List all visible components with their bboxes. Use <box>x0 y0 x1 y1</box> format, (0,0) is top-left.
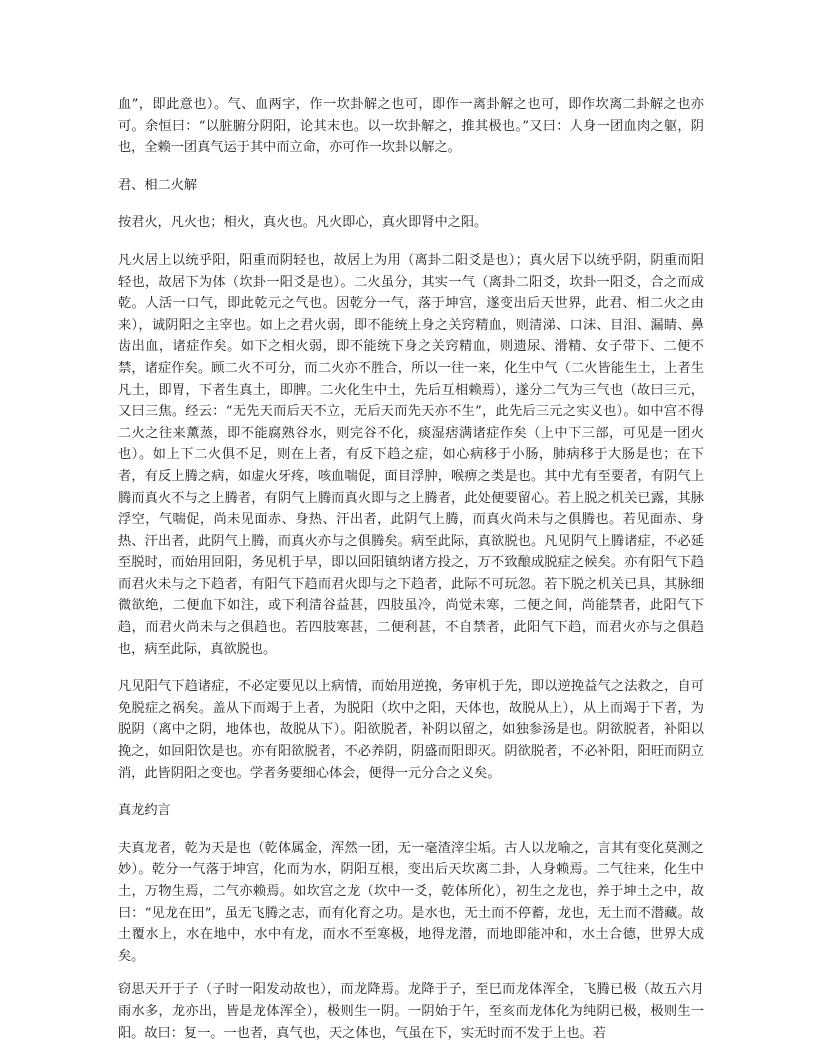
paragraph-tian-kai: 窃思天开于子（子时一阳发动故也），而龙降焉。龙降于子，至巳而龙体浑全，飞腾已极（故五六月雨水多，龙亦出，皆是龙体浑全），极则生一阴。一阴始于午，至亥而龙体化为纯阴已极，极则生一阳。故曰：复一。一也者，真气也，天之体也，气虽在下，实无时而不发于上也。若 <box>118 982 704 1041</box>
paragraph-intro: 血”，即此意也）。气、血两字，作一坎卦解之也可，即作一离卦解之也可，即作坎离二卦解之也亦可。余恒曰：“以脏腑分阴阳，论其末也。以一坎卦解之，推其极也。”又曰：人身一团血肉之躯，阴也，全赖一团真气运于其中而立命，亦可作一坎卦以解之。 <box>118 97 704 156</box>
paragraph-zhen-long: 夫真龙者，乾为天是也（乾体属金，浑然一团，无一毫渣滓尘垢。古人以龙喻之，言其有变化莫测之妙）。乾分一气落于坤宫，化而为水，阴阳互根，变出后天坎离二卦，人身赖焉。二气往来，化生中土，万物生焉，二气亦赖焉。如坎宫之龙（坎中一爻，乾体所化），初生之龙也，养于坤土之中，故曰：“见龙在田”，虽无飞腾之志，而有化育之功。是水也，无土而不停蓄，龙也，无土而不潜藏。故土覆水上，水在地中，水中有龙，而水不至寒极，地得龙潜，而地即能冲和，水土合德，世界大成矣。 <box>118 840 704 964</box>
document-page <box>118 94 704 1044</box>
section-heading-jun-xiang: 君、相二火解 <box>118 177 198 193</box>
paragraph-yang-qi: 凡见阳气下趋诸症，不必定要见以上病情，而始用逆挽，务审机于先，即以逆挽益气之法救之，自可免脱症之祸矣。盖从下而竭于上者，为脱阳（坎中之阳，天体也，故脱从上），从上而竭于下者，为脱阴（离中之阴，地体也，故脱从下）。阳欲脱者，补阴以留之，如独参汤是也。阴欲脱者，补阳以挽之，如回阳饮是也。亦有阳欲脱者，不必养阴，阴盛而阳即灭。阴欲脱者，不必补阳，阳旺而阴立消，此皆阴阳之变也。学者务要细心体会，便得一元分合之义矣。 <box>118 679 704 781</box>
paragraph-fan-huo: 凡火居上以统乎阳，阳重而阴轻也，故居上为用（离卦二阳爻是也）；真火居下以统乎阴，阴重而阳轻也，故居下为体（坎卦一阳爻是也）。二火虽分，其实一气（离卦二阳爻，坎卦一阳爻，合之而成乾。人活一口气，即此乾元之气也。因乾分一气，落于坤宫，遂变出后天世界，此君、相二火之由来），诚阴阳之主宰也。如上之君火弱，即不能统上身之关窍精血，则清涕、口沫、目泪、漏睛、鼻齿出血，诸症作矣。如下之相火弱，即不能统下身之关窍精血，则遗尿、滑精、女子带下、二便不禁，诸症作矣。顾二火不可分，而二火亦不胜合，所以一往一来，化生中气（二火皆能生土，上者生凡土，即胃，下者生真土，即脾。二火化生中土，先后互相赖焉），遂分二气为三气也（故曰三元，又曰三焦。经云：“无先天而后天不立，无后天而先天亦不生”，此先后三元之实义也）。如中宫不得二火之往来薰蒸，即不能腐熟谷水，则完谷不化，痰湿痞满诸症作矣（上中下三部，可见是一团火也）。如上下二火俱不足，则在上者，有反下趋之症，如心病移于小肠，肺病移于大肠是也；在下者，有反上腾之病，如虚火牙疼，咳血喘促，面目浮肿，喉痹之类是也。其中尤有至要者，有阴气上腾而真火不与之上腾者，有阴气上腾而真火即与之上腾者，此处便要留心。若上脱之机关已露，其脉浮空，气喘促，尚未见面赤、身热、汗出者，此阴气上腾，而真火尚未与之俱腾也。若见面赤、身热、汗出者，此阴气上腾，而真火亦与之俱腾矣。病至此际，真欲脱也。凡见阴气上腾诸症，不必延至脱时，而始用回阳，务见机于早，即以回阳镇纳诸方投之，万不致酿成脱症之候矣。亦有阳气下趋而君火未与之下趋者，有阳气下趋而君火即与之下趋者，此际不可玩忽。若下脱之机关已具，其脉细微欲绝，二便血下如注，或下利清谷益甚，四肢虽冷，尚觉未寒，二便之间，尚能禁者，此阳气下趋，而君火尚未与之俱趋也。若四肢寒甚，二便利甚，不自禁者，此阳气下趋，而君火亦与之俱趋也，病至此际，真欲脱也。 <box>118 252 704 657</box>
section-heading-zhen-long: 真龙约言 <box>118 803 171 819</box>
paragraph-jun-huo: 按君火，凡火也；相火，真火也。凡火即心，真火即肾中之阳。 <box>118 215 488 231</box>
